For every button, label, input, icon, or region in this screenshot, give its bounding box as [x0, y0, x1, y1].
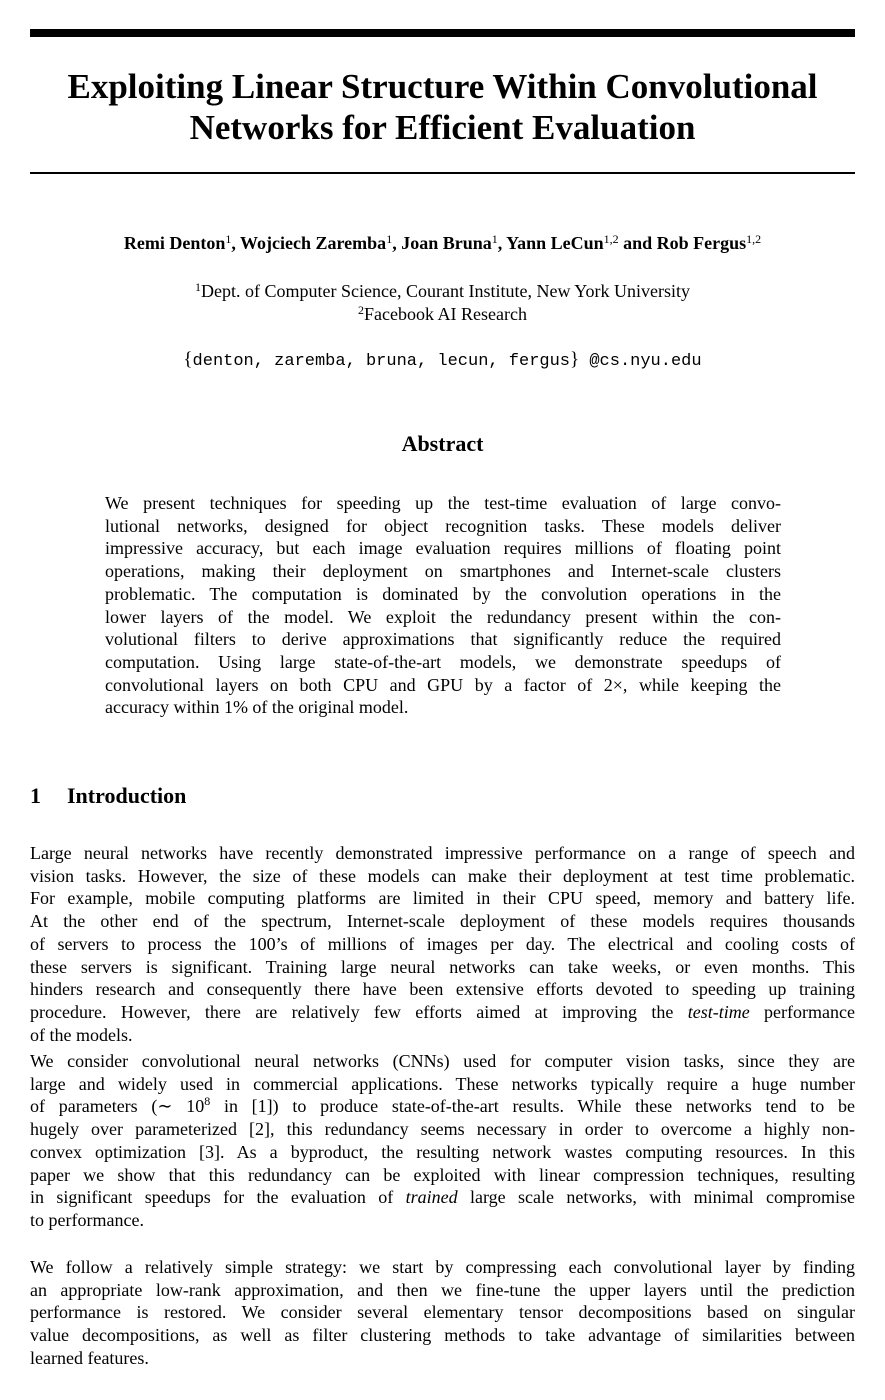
intro-paragraph-3: We follow a relatively simple strategy: we start by compressing each convolutional layer by finding an appropriate low-rank approximation, and then we fine-tune the upper layers until the prediction performance is restored. We consider several elementary tensor decompositions based on singular value decompositions, as well as filter clustering methods to take advantage of similarities between learned features. — [30, 1257, 855, 1368]
intro-paragraph-2: We consider convolutional neural networks (CNNs) used for computer vision tasks, since they are large and widely used in commercial applications. These networks typically require a huge number of parameters (∼ $10^8$ in [1]) to produce state-of-the-art results. While these networks tend to be hugely over parameterized [2], this redundancy seems necessary in order to overcome a highly non- convex optimization [3]. As a byproduct, the resulting network wastes computing resources. In this paper we show that this redundancy can be exploited with linear compression techniques, resulting in significant speedups for the evaluation of trained large scale networks, with minimal compromise to performance. — [30, 1051, 855, 1230]
affiliation: $^1$Dept. of Computer Science, Courant Institute, New York University — [195, 280, 690, 301]
abstract-text: We present techniques for speeding up the test-time evaluation of large convo- lutional networks, designed for object recognition tasks. These models deliver impressive accuracy, but each image evaluation requires millions of floating point operations, making their deployment on smartphones and Internet-scale clusters problematic. The computation is dominated by the convolution operations in the lower layers of the model. We exploit the redundancy present within the con- volutional filters to derive approximations that significantly reduce the required computation. Using large state-of-the-art models, we demonstrate speedups of convolutional layers on both CPU and GPU by a factor of 2×, while keeping the accuracy within 1% of the original model. — [105, 493, 781, 718]
title-line-1: Exploiting Linear Structure Within Convolutional — [67, 67, 818, 106]
title-line-2: Networks for Efficient Evaluation — [189, 108, 696, 147]
affiliation: $^2$Facebook AI Research — [358, 303, 527, 324]
top-rule — [30, 29, 855, 37]
section-heading-introduction: 1 Introduction — [30, 783, 187, 808]
abstract-heading: Abstract — [401, 431, 484, 456]
author: Wojciech Zaremba$^1$, — [240, 232, 402, 253]
paper-title — [30, 66, 855, 148]
author: Rob Fergus$^{1,2}$ — [656, 232, 762, 253]
intro-paragraph-1: Large neural networks have recently demonstrated impressive performance on a range of speech and vision tasks. However, the size of these models can make their deployment at test time problematic. For example, mobile computing platforms are limited in their CPU speed, memory and battery life. At the other end of the spectrum, Internet-scale deployment of these models requires thousands of servers to process the 100’s of millions of images per day. The electrical and cooling costs of these servers is significant. Training large neural networks can take weeks, or even months. This hinders research and consequently there have been extensive efforts devoted to speeding up training procedure. However, there are relatively few efforts aimed at improving the test-time performance of the models. — [30, 843, 855, 1045]
title-rule — [30, 172, 855, 174]
author: Remi Denton$^1$, — [123, 232, 241, 253]
author-list — [30, 230, 855, 256]
author: Joan Bruna$^1$, — [401, 232, 507, 253]
affiliations — [30, 280, 855, 326]
author: Yann LeCun$^{1,2}$ and — [506, 232, 657, 253]
author-emails: {denton, zaremba, bruna, lecun, fergus} @cs.nyu.edu — [183, 349, 702, 371]
